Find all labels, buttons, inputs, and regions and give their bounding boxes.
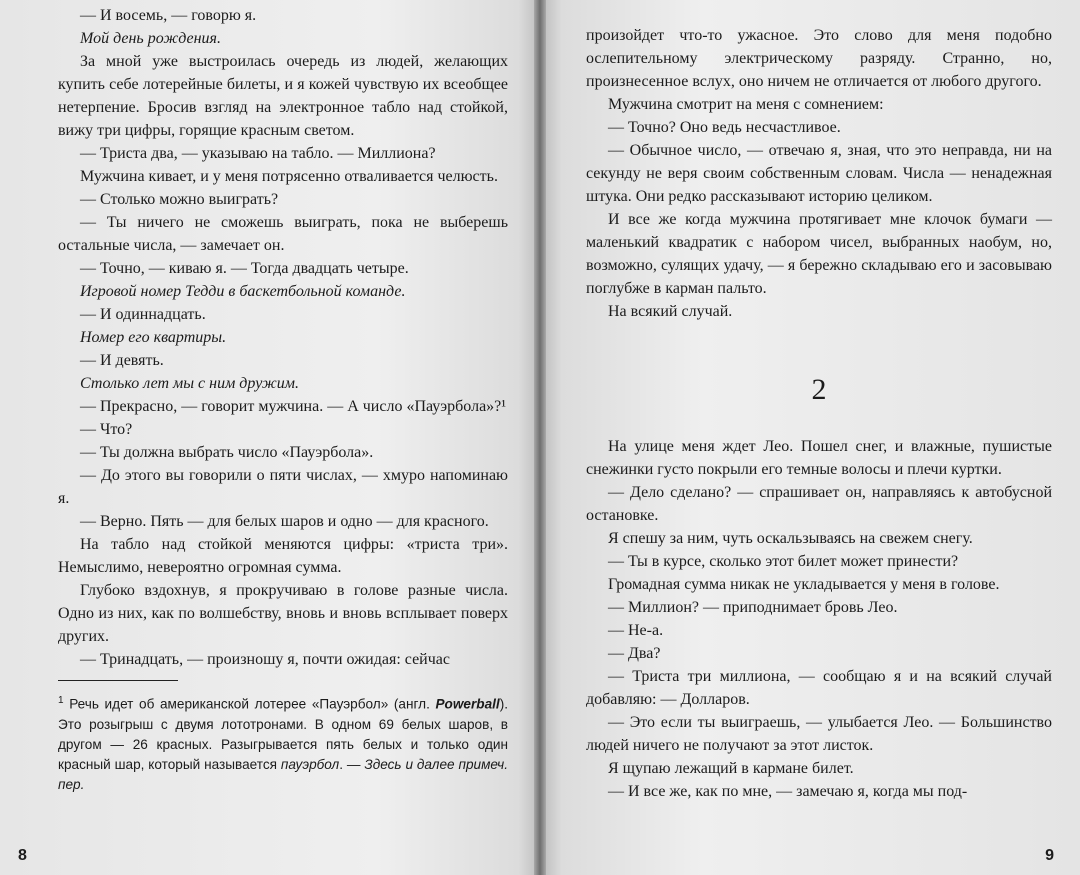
paragraph: — Точно, — киваю я. — Тогда двадцать четыре. [80,260,409,277]
paragraph: На всякий случай. [608,303,733,320]
paragraph: — Ты ничего не сможешь выиграть, пока не выберешь остальные числа, — замечает он. [58,214,508,254]
right-page-text-top [586,24,1052,323]
paragraph: И все же когда мужчина протягивает мне клочок бумаги — маленький квадратик с набором чисел, выбранных наобум, но, возможно, сулящих удачу, — я бережно складываю его и засовываю поглубже в карман пальто. [586,211,1052,297]
paragraph: Громадная сумма никак не укладывается у меня в голове. [608,576,1000,593]
paragraph: Номер его квартиры. [80,329,227,346]
paragraph: Игровой номер Тедди в баскетбольной команде. [80,283,406,300]
paragraph: — И одиннадцать. [80,306,206,323]
paragraph: Мой день рождения. [80,30,221,47]
paragraph: произойдет что-то ужасное. Это слово для меня подобно ослепительному электрическому разряду. Странно, но, произнесенное вслух, оно ничем не отличается от любого другого. [586,27,1052,90]
paragraph: — Дело сделано? — спрашивает он, направляясь к автобусной остановке. [586,484,1052,524]
footnote [58,691,508,795]
paragraph: Я спешу за ним, чуть оскальзываясь на свежем снегу. [608,530,973,547]
page-number: 9 [1045,847,1054,864]
book-spine [534,0,546,875]
paragraph: На улице меня ждет Лео. Пошел снег, и влажные, пушистые снежинки густо покрыли его темные волосы и плечи куртки. [586,438,1052,478]
paragraph: — Два? [608,645,661,662]
right-page-text-bottom [586,435,1052,803]
footnote-text [58,691,508,795]
paragraph: Глубоко вздохнув, я прокручиваю в голове разные числа. Одно из них, как по волшебству, вновь и вновь всплывает поверх других. [58,582,508,645]
page-number: 8 [18,847,27,864]
footnote-italic: Здесь и далее примеч. пер. [58,756,508,792]
paragraph: — Обычное число, — отвечаю я, зная, что это неправда, ни на секунду не веря своим собственным словам. Числа — ненадежная штука. Они редко рассказывают историю целиком. [586,142,1052,205]
paragraph: — Ты в курсе, сколько этот билет может принести? [608,553,959,570]
paragraph: — До этого вы говорили о пяти числах, — хмуро напоминаю я. [58,467,508,507]
paragraph: — Верно. Пять — для белых шаров и одно — для красного. [80,513,489,530]
paragraph: — Прекрасно, — говорит мужчина. — А число «Пауэрбола»?¹ [80,398,507,415]
chapter-number: 2 [811,373,827,406]
right-page [540,0,1080,875]
paragraph: — И девять. [80,352,164,369]
footnote-part: ). Это розыгрыш с двумя лототронами. В одном 69 белых шаров, в другом — 26 красных. Разыгрывается пять белых и только один красный шар, который называется [58,696,508,772]
footnote-italic: пауэрбол [280,756,340,772]
paragraph: Столько лет мы с ним дружим. [80,375,299,392]
footnote-rule [58,680,178,681]
paragraph: — Ты должна выбрать число «Пауэрбола». [80,444,374,461]
paragraph: Мужчина кивает, и у меня потрясенно отваливается челюсть. [80,168,498,185]
paragraph: — Тринадцать, — произношу я, почти ожидая: сейчас [80,651,450,668]
left-page-text [58,4,508,671]
paragraph: На табло над стойкой меняются цифры: «триста три». Немыслимо, невероятно огромная сумма. [58,536,508,576]
footnote-italic: Powerball [435,696,500,712]
paragraph: — И восемь, — говорю я. [80,7,257,24]
footnote-part: . — [339,756,365,772]
paragraph: Мужчина смотрит на меня с сомнением: [608,96,884,113]
paragraph: Я щупаю лежащий в кармане билет. [608,760,854,777]
paragraph: — Столько можно выиграть? [80,191,279,208]
footnote-part: Речь идет об американской лотерее «Пауэрбол» (англ. [69,696,436,712]
paragraph: — И все же, как по мне, — замечаю я, когда мы под- [608,783,968,800]
paragraph: — Что? [80,421,133,438]
paragraph: — Это если ты выиграешь, — улыбается Лео. — Большинство людей ничего не получают за этот листок. [586,714,1052,754]
paragraph: За мной уже выстроилась очередь из людей, желающих купить себе лотерейные билеты, и я кожей чувствую их всеобщее нетерпение. Бросив взгляд на электронное табло над стойкой, вижу три цифры, горящие красным светом. [58,53,508,139]
paragraph: — Точно? Оно ведь несчастливое. [608,119,841,136]
paragraph: — Триста три миллиона, — сообщаю я и на всякий случай добавляю: — Долларов. [586,668,1052,708]
paragraph: — Миллион? — приподнимает бровь Лео. [608,599,898,616]
footnote-marker: 1 [58,695,64,706]
paragraph: — Триста два, — указываю на табло. — Миллиона? [80,145,436,162]
paragraph: — Не-а. [608,622,664,639]
